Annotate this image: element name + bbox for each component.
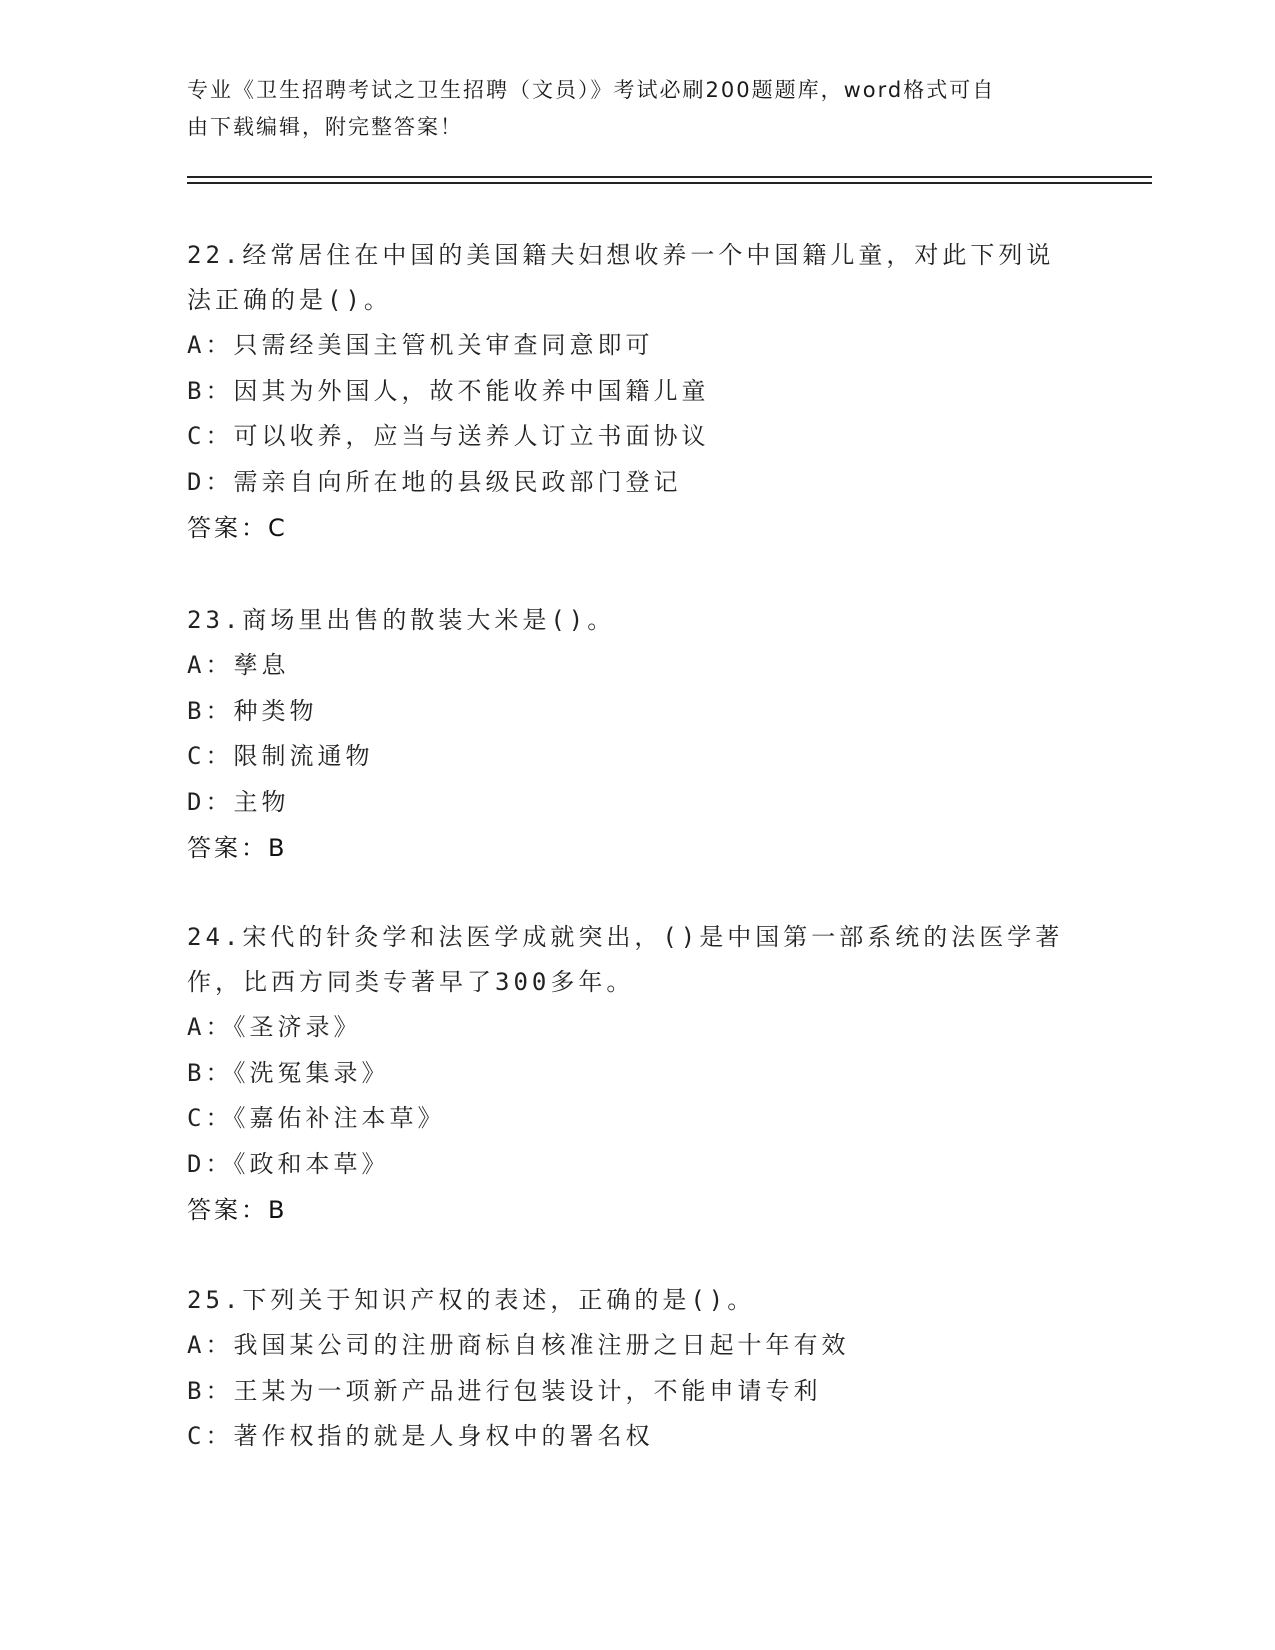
option-d: D：需亲自向所在地的县级民政部门登记 — [187, 467, 682, 496]
option-b: B：王某为一项新产品进行包装设计，不能申请专利 — [187, 1376, 822, 1405]
question-stem-line: 22.经常居住在中国的美国籍夫妇想收养一个中国籍儿童，对此下列说 — [187, 241, 1055, 269]
header-line-1: 专业《卫生招聘考试之卫生招聘（文员）》考试必刷200题题库，word格式可自 — [187, 78, 996, 102]
answer-line: 答案：B — [187, 1196, 288, 1224]
option-b: B：因其为外国人，故不能收养中国籍儿童 — [187, 376, 710, 405]
option-a: A：只需经美国主管机关审查同意即可 — [187, 331, 654, 359]
option-b: B：种类物 — [187, 696, 318, 725]
option-a: A：《圣济录》 — [187, 1013, 362, 1041]
question-stem-line: 23.商场里出售的散装大米是()。 — [187, 606, 616, 634]
question-stem-line: 法正确的是()。 — [187, 286, 392, 314]
option-c: C：著作权指的就是人身权中的署名权 — [187, 1422, 654, 1450]
option-d: D：《政和本草》 — [187, 1149, 390, 1178]
header-divider-top — [187, 176, 1152, 178]
option-a: A：孳息 — [187, 651, 290, 679]
option-b: B：《洗冤集录》 — [187, 1058, 390, 1087]
question-22 — [187, 233, 1087, 551]
option-d: D：主物 — [187, 787, 290, 816]
answer-line: 答案：B — [187, 834, 288, 862]
question-23 — [187, 598, 1087, 871]
option-c: C：限制流通物 — [187, 742, 374, 770]
document-header — [187, 72, 1067, 146]
answer-line: 答案：C — [187, 514, 288, 542]
option-c: C：可以收养，应当与送养人订立书面协议 — [187, 422, 710, 450]
question-stem-line: 24.宋代的针灸学和法医学成就突出，()是中国第一部系统的法医学著 — [187, 923, 1064, 951]
question-stem-line: 25.下列关于知识产权的表述，正确的是()。 — [187, 1286, 756, 1314]
question-stem-line: 作，比西方同类专著早了300多年。 — [187, 968, 635, 996]
question-24 — [187, 915, 1087, 1233]
option-a: A：我国某公司的注册商标自核准注册之日起十年有效 — [187, 1331, 850, 1359]
header-divider-bottom — [187, 182, 1152, 184]
header-line-2: 由下载编辑，附完整答案！ — [187, 115, 463, 139]
question-25 — [187, 1278, 1087, 1460]
option-c: C：《嘉佑补注本草》 — [187, 1104, 446, 1132]
